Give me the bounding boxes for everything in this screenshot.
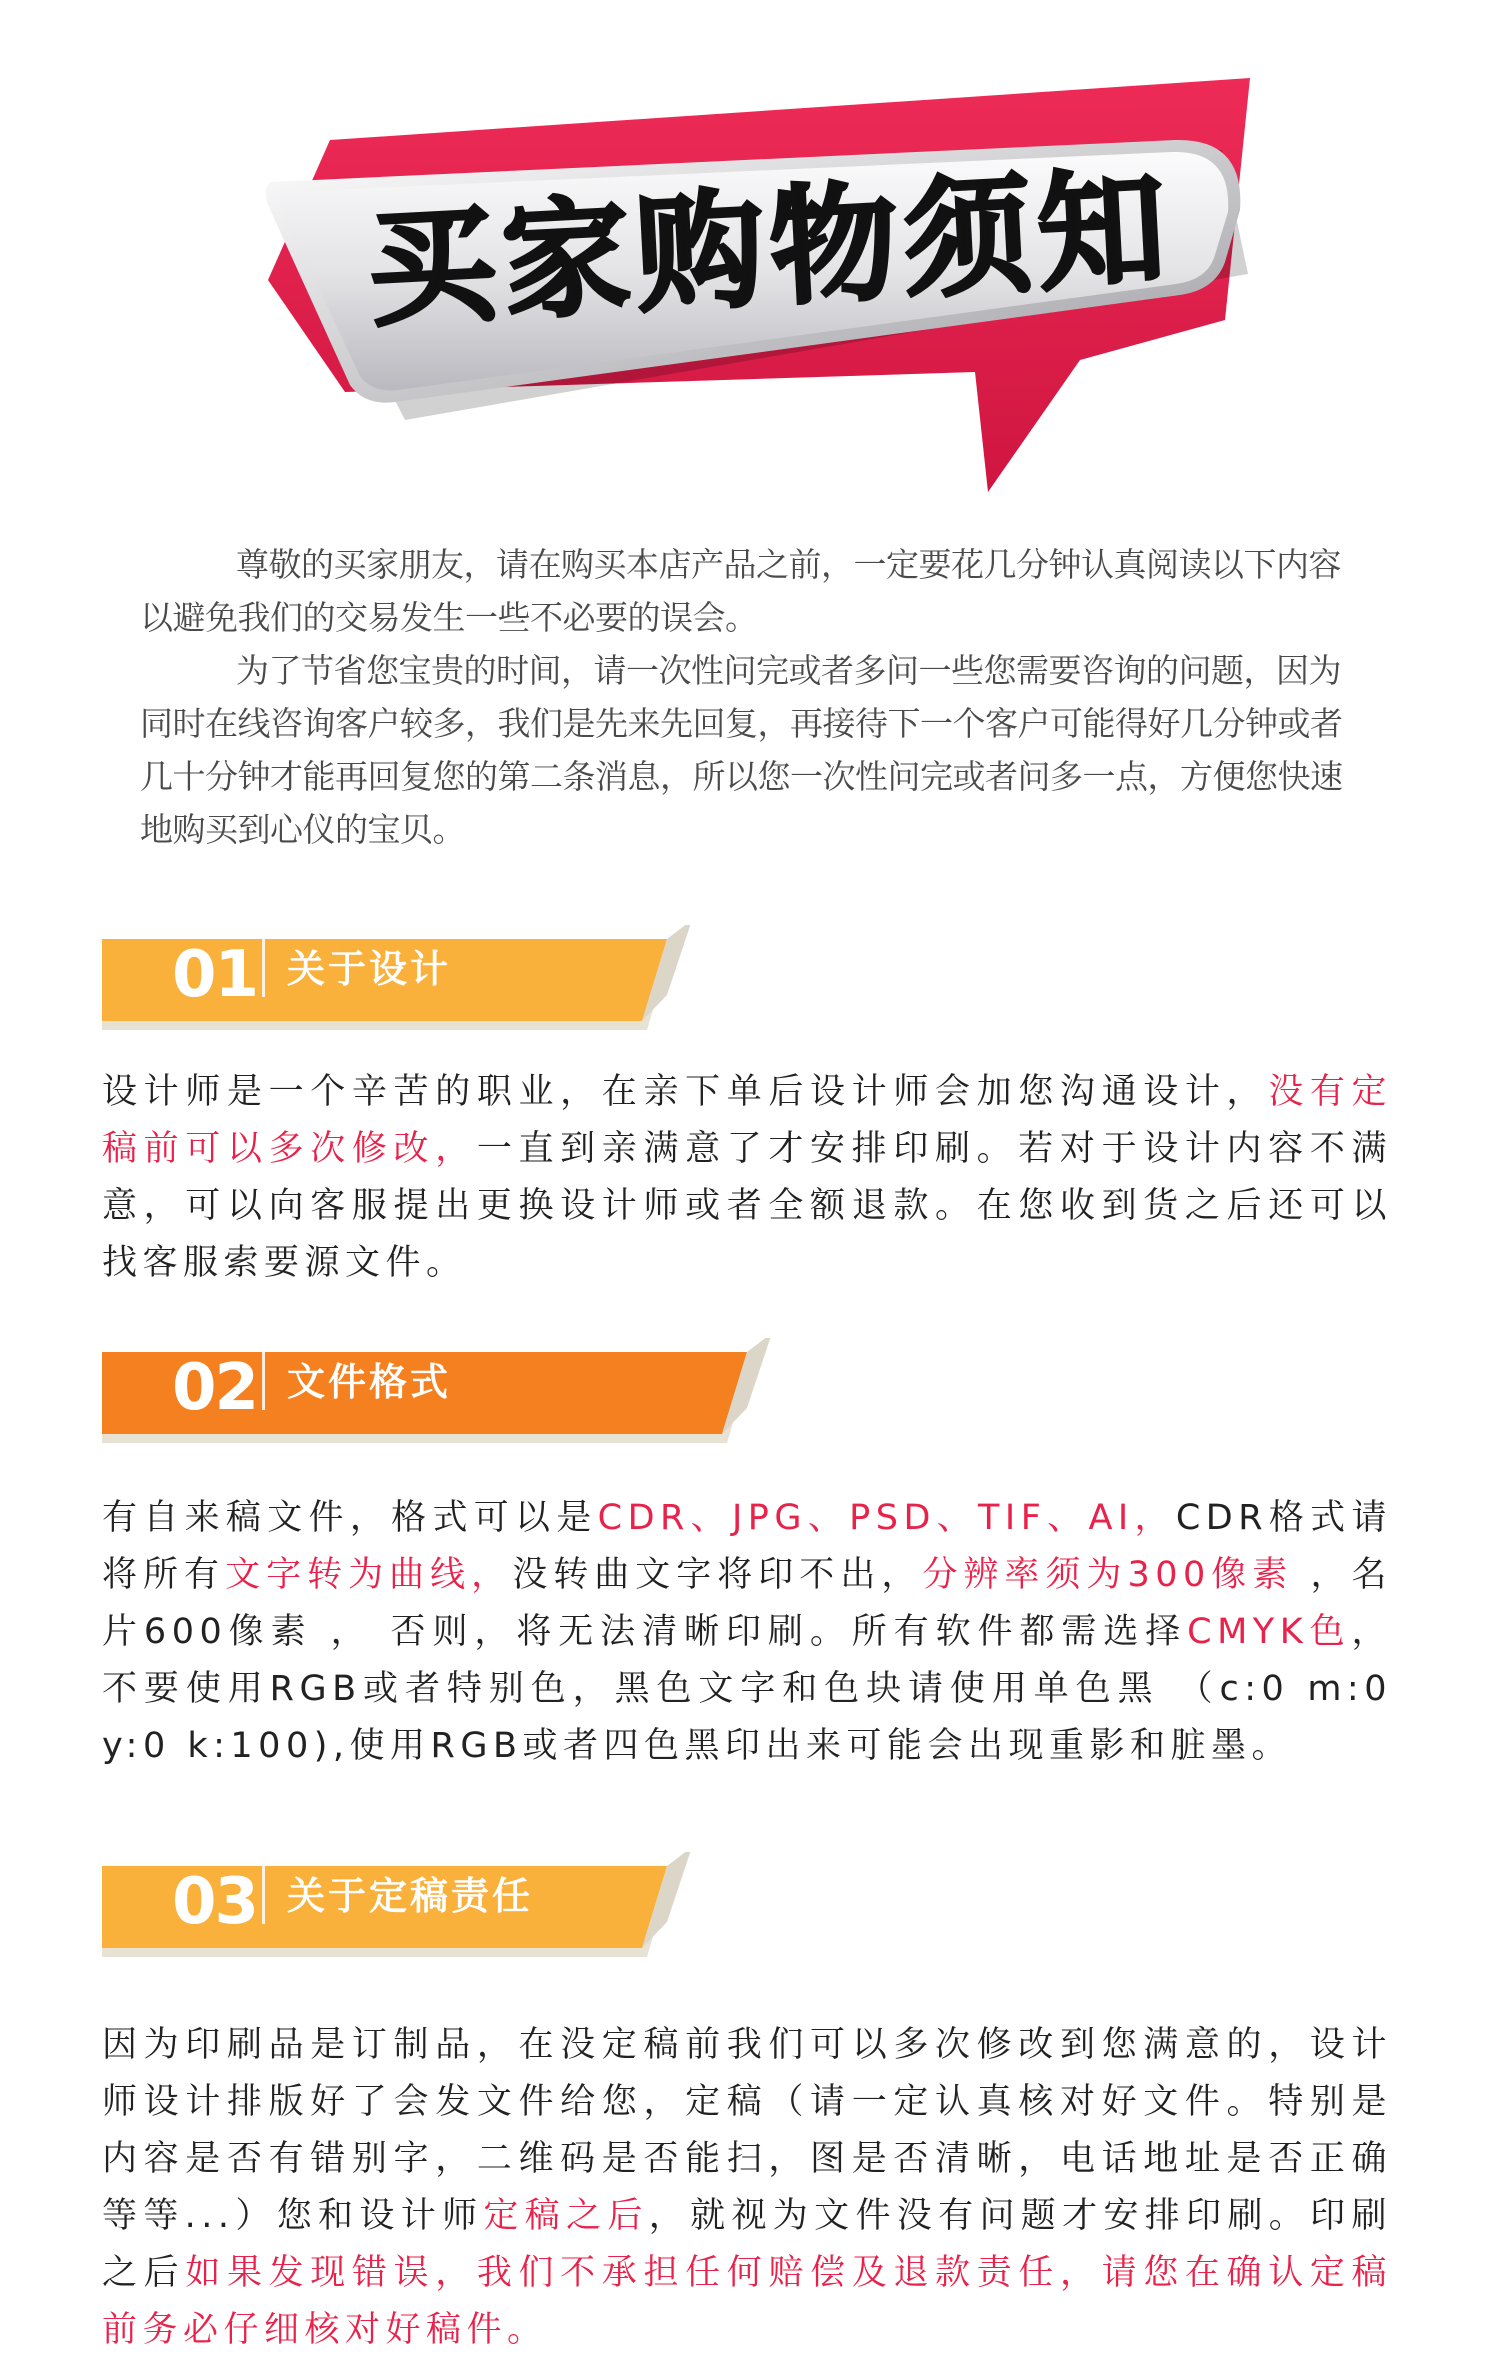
section-number: 01 (172, 938, 258, 1012)
banner-title: 买家购物须知 (364, 154, 1176, 345)
highlighted-text: CDR、JPG、PSD、TIF、AI， (597, 1498, 1176, 1538)
section-title: 文件格式 (287, 1360, 452, 1404)
intro-paragraph-1: 尊敬的买家朋友，请在购买本店产品之前，一定要花几分钟认真阅读以下内容以避免我们的交易发生一些不必要的误会。 (140, 545, 1341, 637)
body-text-segment: 没转曲文字将印不出， (512, 1555, 923, 1595)
intro-text (140, 538, 1350, 856)
section-title: 关于设计 (287, 947, 452, 991)
body-text-segment: CDR格式请将所有 (102, 1498, 1392, 1595)
highlighted-text: 如果发现错误，我们不承担任何赔偿及退款责任，请您在确认定稿前务必仔细核对好稿件。 (102, 2253, 1392, 2350)
section-header-01 (102, 925, 722, 1015)
body-text-segment: 一直到亲满意了才安排印刷。若对于设计内容不满意，可以向客服提出更换设计师或者全额退款。在您收到货之后还可以找客服索要源文件。 (102, 1129, 1392, 1283)
body-text-segment: 设计师是一个辛苦的职业，在亲下单后设计师会加您沟通设计， (102, 1072, 1269, 1112)
section-body-01 (102, 1064, 1392, 1292)
section-number: 02 (172, 1351, 258, 1425)
highlighted-text: 分辨率须为300像素 (922, 1555, 1294, 1595)
intro-paragraph-2: 为了节省您宝贵的时间，请一次性问完或者多问一些您需要咨询的问题，因为同时在线咨询客户较多，我们是先来先回复，再接待下一个客户可能得好几分钟或者几十分钟才能再回复您的第二条消息，所以您一次性问完或者问多一点，方便您快速地购买到心仪的宝贝。 (140, 651, 1343, 849)
body-text-segment: 有自来稿文件，格式可以是 (102, 1498, 598, 1538)
section-body-03 (102, 2017, 1392, 2359)
body-text-segment: 因为印刷品是订制品，在没定稿前我们可以多次修改到您满意的，设计师设计排版好了会发文件给您，定稿（请一定认真核对好文件。特别是内容是否有错别字，二维码是否能扫，图是否清晰，电话地址是否正确等等...）您和设计师 (102, 2025, 1392, 2236)
divider (262, 939, 265, 997)
section-header-03 (102, 1852, 722, 1942)
body-text-segment: ，不要使用RGB或者特别色，黑色文字和色块请使用单色黑 （c:0 m:0 y:0 k:100),使用RGB或者四色黑印出来可能会出现重影和脏墨。 (102, 1612, 1393, 1766)
body-text-segment: ，就视为文件没有问题才安排印刷。印刷之后 (102, 2196, 1392, 2293)
section-body-02 (102, 1490, 1392, 1775)
highlighted-text: 文字转为曲线， (225, 1555, 513, 1595)
highlighted-text: 定稿之后 (483, 2196, 649, 2236)
body-text-segment: ，名片600像素 ， 否则，将无法清晰印刷。所有软件都需选择 (102, 1555, 1392, 1652)
section-title: 关于定稿责任 (287, 1874, 534, 1918)
divider (262, 1866, 265, 1924)
highlighted-text: CMYK色 (1187, 1612, 1352, 1652)
highlighted-text: 没有定稿前可以多次修改， (102, 1072, 1392, 1169)
section-number: 03 (172, 1865, 258, 1939)
section-header-02 (102, 1338, 802, 1428)
title-banner (0, 0, 1500, 510)
divider (262, 1352, 265, 1410)
